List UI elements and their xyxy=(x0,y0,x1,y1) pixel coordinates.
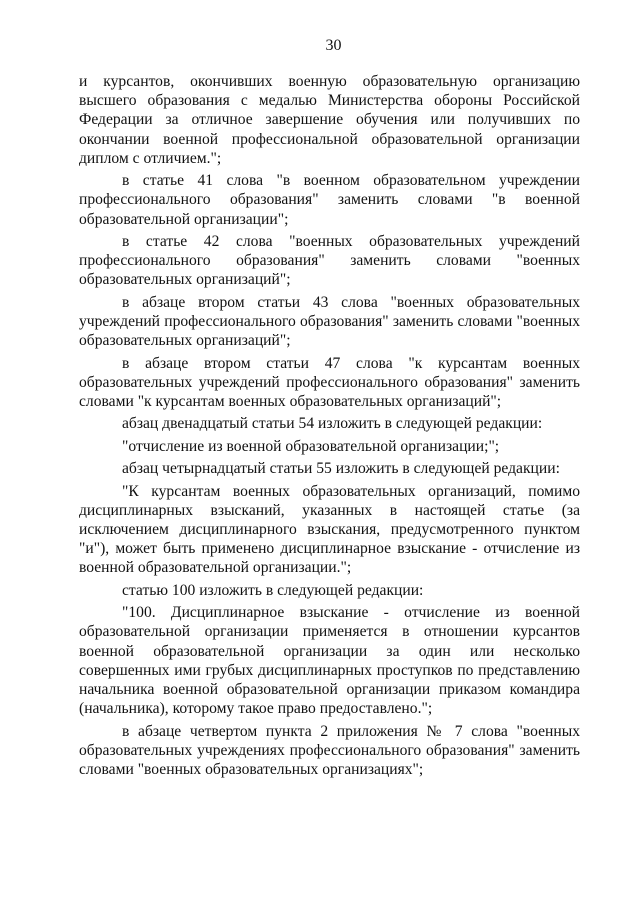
paragraph: "100. Дисциплинарное взыскание - отчисление из военной образовательной организации применяется в отношении курсантов военной образовательной организации за один или несколько совершенных ими грубых дисциплинарных проступков по представлению начальника военной образовательной организации приказом командира (начальника), которому такое право предоставлено."; xyxy=(79,604,580,718)
paragraph: в статье 42 слова "военных образовательных учреждений профессионального образования" заменить словами "военных образовательных организаций"; xyxy=(79,233,580,289)
paragraph: в статье 41 слова "в военном образовательном учреждении профессионального образования" заменить словами "в военной образовательной организации"; xyxy=(79,172,580,228)
paragraph: абзац четырнадцатый статьи 55 изложить в следующей редакции: xyxy=(122,460,560,478)
paragraph: в абзаце четвертом пункта 2 приложения № 7 слова "военных образовательных учреждениях профессионального образования" заменить словами "военных образовательных организациях"; xyxy=(79,722,580,778)
paragraph: в абзаце втором статьи 47 слова "к курсантам военных образовательных учреждений профессионального образования" заменить словами "к курсантам военных образовательных организаций"; xyxy=(79,354,580,410)
paragraph: в абзаце втором статьи 43 слова "военных образовательных учреждений профессионального образования" заменить словами "военных образовательных организаций"; xyxy=(79,293,580,350)
paragraph: "К курсантам военных образовательных организаций, помимо дисциплинарных взысканий, указанных в настоящей статье (за исключением дисциплинарного взыскания, предусмотренного пунктом "и"), может быть применено дисциплинарное взыскание - отчисление из военной образовательной организации."; xyxy=(79,482,580,577)
paragraph: статью 100 изложить в следующей редакции: xyxy=(122,581,424,599)
paragraph: абзац двенадцатый статьи 54 изложить в следующей редакции: xyxy=(122,415,543,433)
paragraph: и курсантов, окончивших военную образовательную организацию высшего образования с медалью Министерства обороны Российской Федерации за отличное завершение обучения или получивших по окончании военной профессиональной образовательной организации диплом с отличием."; xyxy=(79,73,580,167)
document-body xyxy=(79,72,580,779)
page-number: 30 xyxy=(325,37,342,54)
paragraph: "отчисление из военной образовательной организации;"; xyxy=(122,437,500,455)
